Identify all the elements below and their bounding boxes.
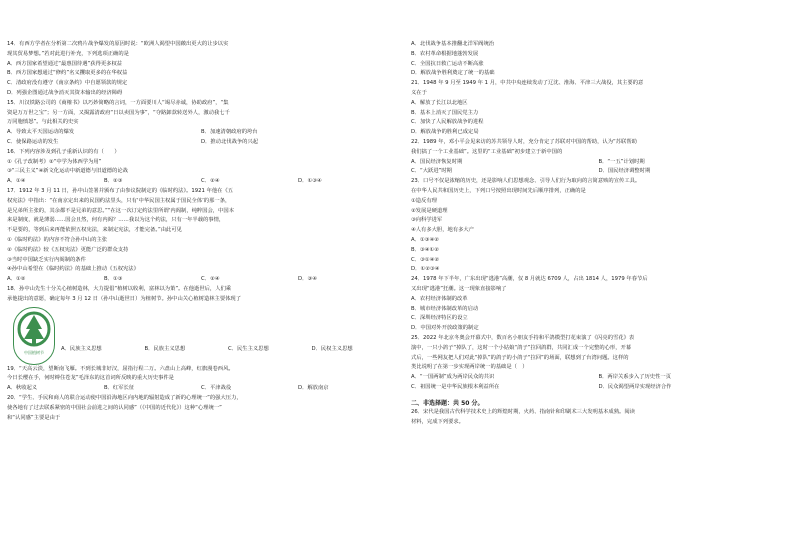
right-column: [411, 40, 786, 428]
q17-stem-line: 权宪法》中指出：“在南京定出来的民国约法里头，只有‘中华民国主权属于国民全体’的那一条，: [7, 197, 231, 204]
q21-option-b: B．基本上消灭了国民党主力: [411, 109, 479, 116]
q15-option-b: B．加速清朝政府的垮台: [201, 129, 258, 136]
question-22: [411, 138, 786, 177]
q22-option-d: D．国民经济调整时期: [598, 168, 651, 175]
q19-option-d: D．解放南京: [298, 385, 329, 392]
q22-option-c: C．“大跃进”时期: [411, 168, 452, 175]
q25-option-b: B．两岸关系步入了历史性一页: [598, 374, 671, 381]
q14-stem-line: 14．有西方学者在分析第二次鸦片战争爆发的原因时说：“欧洲人渴望中国敞出更大的让步以实: [7, 41, 229, 47]
q20-option-d: D．解放战争胜利奠定了统一的基础: [411, 70, 495, 77]
q23-item: ③向科学进军: [411, 217, 443, 224]
q24-stem-line: 24．1978 年下半年，广东出现“逃港”高潮，仅 8 月就达 6709 人，占出 1814 人，1979 年春节后: [411, 276, 648, 283]
q18-stem-line: 18．孙中山先生十分关心植树造林，大力提倡“植树以收利，富林以为策”。在他逝世后，人们乘: [7, 285, 232, 292]
q19-option-a: A．秋收起义: [7, 385, 38, 392]
q24-option-a: A．农村经济体制的改革: [411, 295, 468, 302]
q25-option-a: A．“一国两制”成为两岸民众的共识: [411, 374, 495, 381]
q19-option-b: B．红军长征: [104, 385, 135, 392]
q23-stem-line: 23．口号不仅是浓缩的历史，还是影响人们思想观念、引导人们行为取向的言简意赅的宣传工具。: [411, 178, 641, 185]
q15-stem-line: 资是万万世之宝”；另一方面，又揭露清政府“日以卖国为事”，“夺路卸款转送外人，激动我七千: [7, 109, 230, 116]
q23-option-d: D．①②③④: [411, 266, 440, 273]
q15-option-c: C．使保路运动的发生: [7, 138, 59, 145]
q17-item: ④孙中山希望在《临时约法》的基础上推动《五权宪法》: [7, 266, 139, 273]
q18-option-d: D．民权主义思想: [311, 345, 353, 352]
question-16: [7, 148, 395, 187]
question-21: [411, 79, 786, 138]
q25-option-d: D．民众渴望两岸实现经济合作: [598, 383, 672, 390]
q23-option-a: A．①③④②: [411, 236, 439, 243]
q17-item: ①《临时约法》的内容不符合孙中山的主张: [7, 236, 108, 243]
q17-stem-line: 是兄弟所主张的，其余都不是兄弟的意思。”“在这一次订定约法里所谓‘内阁制，纯粹国会，中国本: [7, 207, 234, 214]
q16-option-d: D．①③④: [298, 178, 322, 185]
q25-stem-line: 类比说明了在第一步实现两岸统一的基础是（ ）: [411, 364, 528, 371]
q16-option-c: C．②④: [201, 178, 220, 185]
question-26: [411, 408, 786, 428]
question-23: [411, 177, 786, 275]
q17-option-b: B．①③: [104, 276, 123, 283]
q17-item: ③当时中国缺乏实行内阁制的条件: [7, 256, 86, 263]
q21-option-d: D．解放战争的胜利已成定局: [411, 129, 479, 136]
q14-stem-line: 现其贸易梦想。”若对此进行补充，下列选项正确的是: [7, 50, 129, 57]
question-17: [7, 187, 395, 285]
q25-stem-line: 25．2022 年北京冬奥会开幕式中，数百名小朋友手持和平鸽模型打花束演了《闪亮的雪花》表: [411, 334, 635, 341]
question-14: [7, 40, 395, 99]
q18-option-b: B．民族主义思想: [144, 345, 186, 352]
q22-option-a: A．国民经济恢复时期: [411, 158, 463, 165]
q17-item: ②《临时约法》较《五权宪法》更能广泛的群众支持: [7, 246, 129, 253]
q21-option-a: A．解放了长江以北地区: [411, 99, 468, 106]
q16-item-line: ①《孔子改制考》②“中学为体西学为用”: [7, 158, 102, 165]
q20-option-a: A．北伐战争基本推翻北洋军阀统治: [411, 41, 495, 47]
q15-stem-line: 15．川汉铁路公司的《商榷书》以巧妙简略的言词，一方面要川人“竭尽赤诚，协助政府”，“集: [7, 99, 229, 106]
section-heading: 二、非选择题：共 50 分。: [411, 399, 484, 407]
q23-option-b: B．③④①②: [411, 246, 439, 253]
q17-option-d: D．③④: [298, 276, 317, 283]
q26-stem-line: 材料，完成下列要求。: [411, 419, 464, 426]
q16-item-line: ③“三民主义”④新文化运动中新道德与旧道德的论战: [7, 168, 128, 175]
q20-option-c: C．全国抗日救亡运动不断高涨: [411, 60, 484, 67]
q25-option-c: C．祖国统一是中华民族根本利益所在: [411, 383, 500, 390]
tree-logo-icon: [13, 307, 55, 365]
q25-stem-line: 式后，一些网友把人们对此“掉队”的鸽子的小鸽子“拉回”的场面，联想到了台湾问题。这样的: [411, 354, 629, 361]
q18-stem-line: 承他提出的意愿，确定每年 3 月 12 日（孙中山逝世日）为植树节。孙中山关心植树造林主要体现了: [7, 295, 242, 302]
q20-option-b: B．农村革命根据地蓬勃发展: [411, 50, 479, 57]
q22-stem-line: 22．1989 年，邓小平会见来访的苏共领导人时，充分肯定了苏联对中国的帮助，认为“苏联帮助: [411, 138, 637, 145]
q21-stem-line: 义在于: [411, 89, 427, 96]
question-15: [7, 99, 395, 148]
q14-option-d: D．列强企图通过战争消灭其资本输出的经济障碍: [7, 89, 123, 96]
q18-option-c: C．民生主义思想: [228, 345, 269, 352]
q23-stem-line: 在中华人民共和国历史上，下列口号按照出现时间先后顺序排列，正确的是: [411, 187, 586, 194]
q14-option-b: B．西方国家想通过“修约”名义攫取更多的在华权益: [7, 70, 128, 77]
q21-stem-line: 21．1948 年 9 月至 1949 年 1 月，中共中央连续发动了辽沈、淮海、平津三大战役，其主要的意: [411, 80, 644, 87]
question-18: [7, 285, 395, 365]
q20-stem-line: 20．“学生、手民和商人的联合运动使中国沿海地区向内地的辐射造成了新的心理统一”的强大压力，: [7, 394, 242, 401]
q17-stem-line: 来是制度，就是薄弱……国会且然，何有内阁？……我以为这个约法，只有一年半载的事情，: [7, 217, 225, 224]
q24-option-d: D．中国对外开放政策的制定: [411, 325, 479, 332]
q20-stem-line: 使各地有了过去联系紧密的中国社会前进之间的认同感”（《中国的近代化》）这种“心理统一”: [7, 404, 222, 411]
left-column: [7, 40, 395, 423]
q14-option-c: C．清政府没有遵守《南京条约》中自愿领款的规定: [7, 80, 128, 87]
q23-item: ①造反有理: [411, 197, 437, 204]
q17-stem-line: 17．1912 年 3 月 11 日，孙中山签署并颁布了由参议院制定的《临时约法》。1921 年他在《五: [7, 187, 234, 194]
q19-option-c: C．平津战役: [201, 385, 232, 392]
q16-option-a: A．①④: [7, 178, 26, 185]
q16-option-b: B．②③: [104, 178, 123, 185]
question-24: [411, 275, 786, 334]
q17-stem-line: 不是要的，等到后来再能依照五权宪法，来制定宪法，才能完备。”由此可见: [7, 227, 182, 234]
q20-stem-line: 和“认同感”主要是由于: [7, 414, 61, 421]
q14-option-a: A．西方国家希望通过“最惠国待遇”获得更多权益: [7, 60, 123, 67]
q24-option-b: B．城市经济体制改革的启动: [411, 305, 479, 312]
q23-item: ②发展是硬道理: [411, 207, 448, 214]
question-20: [7, 394, 395, 423]
q18-option-a: A．民族主义思想: [61, 345, 102, 352]
q15-option-d: D．推动北伐战争的兴起: [201, 138, 259, 145]
q26-stem-line: 26．宋代是我国古代科学技术史上的辉煌时期，火药、指南针和印刷术三大发明基本成熟。阅读: [411, 409, 635, 416]
q24-stem-line: 又出现“逃港”狂潮。这一现象直接影响了: [411, 285, 507, 292]
q23-option-c: C．③①④②: [411, 256, 439, 263]
q21-option-c: C．加快了人民解放战争的进程: [411, 119, 484, 126]
q15-stem-line: 万同胞愤怒”。与此相关的史实: [7, 119, 79, 126]
question-19: [7, 365, 395, 394]
q22-stem-line: 我们搞了一个工业基础”。这里的“工业基础”初步建立于新中国的: [411, 148, 563, 155]
q23-item: ④人有多大胆，地有多大产: [411, 227, 475, 234]
q17-option-c: C．②④: [201, 276, 220, 283]
logo-caption: 中国植树节: [24, 349, 44, 355]
q16-stem: 16．下列内容涉及到孔子重新认识的有（ ）: [7, 148, 120, 155]
q24-option-c: C．深圳经济特区的设立: [411, 315, 468, 322]
q19-stem-line: 今日长缨在手，何时缚住苍龙”毛泽东的这首词所反映的重大历史事件是: [7, 375, 174, 382]
q19-stem-line: 19．“天高云淡，望断南飞雁。不到长城非好汉，屈指行程二万。六盘山上高峰，红旗漫卷西风。: [7, 365, 234, 372]
q22-option-b: B．“一五”计划时期: [598, 158, 645, 165]
question-20-options: [411, 40, 786, 79]
q15-option-a: A．导致太平天国运动的爆发: [7, 129, 75, 136]
question-25: [411, 334, 786, 393]
q25-stem-line: 演中，一只小鸽子“掉队了，这时一个小姑娘“鸽子”拉回鸽群，共同汇成一个完整的心形，开幕: [411, 344, 632, 351]
q17-option-a: A．①②: [7, 276, 26, 283]
